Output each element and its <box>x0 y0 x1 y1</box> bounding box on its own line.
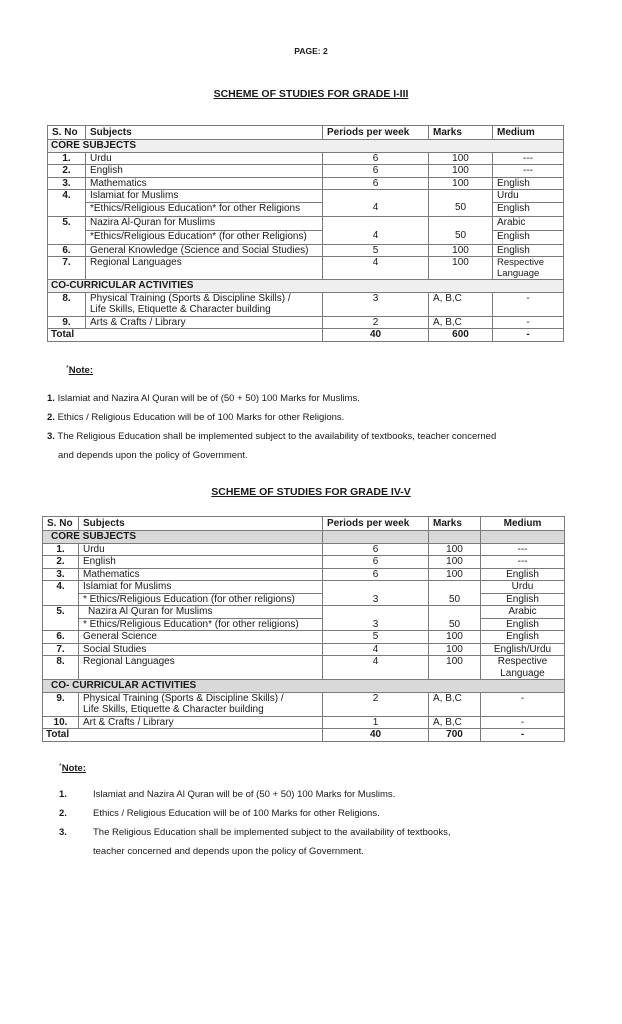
subject-cell: Mathematics <box>79 568 323 581</box>
table-row <box>43 556 565 569</box>
sno-cell: 6. <box>43 631 79 644</box>
note-text: The Religious Education shall be implemented subject to the availability of textbooks, <box>93 827 451 838</box>
section-spacer <box>429 531 481 544</box>
core-subjects-label: CORE SUBJECTS <box>48 140 564 153</box>
medium-cell: --- <box>493 152 564 165</box>
table-row <box>48 152 564 165</box>
subject-cell: Urdu <box>86 152 323 165</box>
note-number: 2. <box>47 412 55 423</box>
sno-cell: 8. <box>43 656 79 680</box>
total-label: Total <box>48 329 323 342</box>
subject-cell <box>79 692 323 716</box>
co-curricular-label: CO-CURRICULAR ACTIVITIES <box>48 280 564 293</box>
note-asterisk: * <box>66 365 69 372</box>
section-spacer <box>481 531 565 544</box>
note-number: 3. <box>59 827 67 838</box>
subject-cell: General Science <box>79 631 323 644</box>
subject-cell: Nazira Al Quran for Muslims <box>79 606 323 619</box>
section-title-grade-1-3: SCHEME OF STUDIES FOR GRADE I-III <box>213 88 409 100</box>
table-row <box>43 581 565 594</box>
table-row <box>48 244 564 257</box>
marks-cell: 100 <box>429 177 493 190</box>
table-row <box>43 631 565 644</box>
subject-cell: Art & Crafts / Library <box>79 716 323 729</box>
note-item <box>59 823 559 842</box>
subject-cell-alt: * Ethics/Religious Education (for other religions) <box>79 593 323 606</box>
periods-cell: 5 <box>323 244 429 257</box>
subject-line-1: Physical Training (Sports & Discipline Skills) / <box>90 292 291 304</box>
marks-cell: 100 <box>429 556 481 569</box>
sno-cell: 5. <box>43 606 79 631</box>
sno-cell: 1. <box>43 543 79 556</box>
marks-cell: 100 <box>429 257 493 280</box>
note-continuation: teacher concerned and depends upon the policy of Government. <box>93 846 364 857</box>
table-row <box>43 643 565 656</box>
total-row <box>48 329 564 342</box>
note-text: Islamiat and Nazira Al Quran will be of (50 + 50) 100 Marks for Muslims. <box>57 393 360 404</box>
table-row <box>43 618 565 631</box>
subject-cell-alt: * Ethics/Religious Education* (for other religions) <box>79 618 323 631</box>
periods-cell: 2 <box>323 316 429 329</box>
table-row <box>48 316 564 329</box>
medium-cell: Urdu <box>493 190 564 203</box>
subject-cell: General Knowledge (Science and Social Studies) <box>86 244 323 257</box>
periods-cell: 3 <box>323 292 429 316</box>
marks-cell: 100 <box>429 568 481 581</box>
page-number: PAGE: 2 <box>294 46 328 56</box>
marks-cell: 100 <box>429 543 481 556</box>
marks-cell: 50 <box>429 190 493 217</box>
subject-cell: Regional Languages <box>86 257 323 280</box>
subject-cell: Mathematics <box>86 177 323 190</box>
medium-cell-alt: English <box>493 230 564 244</box>
header-sno: S. No <box>43 517 79 531</box>
header-periods: Periods per week <box>323 517 429 531</box>
total-medium: - <box>493 329 564 342</box>
periods-cell: 6 <box>323 177 429 190</box>
note-item <box>47 408 587 427</box>
medium-cell: --- <box>481 543 565 556</box>
marks-cell: 50 <box>429 216 493 244</box>
subject-line-2: Life Skills, Etiquette & Character building <box>83 704 264 715</box>
note-label: Note: <box>68 365 94 376</box>
subject-cell: Islamiat for Muslims <box>79 581 323 594</box>
medium-cell: Urdu <box>481 581 565 594</box>
total-label: Total <box>43 729 323 742</box>
medium-cell: Respective Language <box>481 656 565 680</box>
table-row <box>43 606 565 619</box>
note-number: 1. <box>47 393 55 404</box>
medium-cell: - <box>493 292 564 316</box>
section-title-grade-4-5: SCHEME OF STUDIES FOR GRADE IV-V <box>211 486 411 498</box>
note-number: 1. <box>59 789 67 800</box>
sno-cell: 4. <box>43 581 79 606</box>
table-row <box>48 190 564 203</box>
header-medium: Medium <box>493 126 564 140</box>
table-row <box>43 593 565 606</box>
periods-cell: 6 <box>323 543 429 556</box>
sno-cell: 9. <box>43 692 79 716</box>
medium-cell-alt: English <box>481 593 565 606</box>
header-medium: Medium <box>481 517 565 531</box>
periods-cell: 3 <box>323 581 429 606</box>
marks-cell: 100 <box>429 631 481 644</box>
table-header-row <box>43 517 565 531</box>
table-row <box>48 216 564 230</box>
periods-cell: 5 <box>323 631 429 644</box>
marks-cell: 100 <box>429 643 481 656</box>
table-header-row <box>48 126 564 140</box>
marks-cell: A, B,C <box>429 292 493 316</box>
note-heading <box>59 763 86 774</box>
header-marks: Marks <box>429 126 493 140</box>
header-subjects: Subjects <box>86 126 323 140</box>
total-periods: 40 <box>323 729 429 742</box>
note-label: Note: <box>61 763 87 774</box>
medium-cell: English <box>481 631 565 644</box>
section-spacer <box>323 531 429 544</box>
medium-cell: --- <box>481 556 565 569</box>
sno-cell: 9. <box>48 316 86 329</box>
header-periods: Periods per week <box>323 126 429 140</box>
table-row <box>43 656 565 680</box>
periods-cell: 1 <box>323 716 429 729</box>
section-row-core <box>48 140 564 153</box>
notes-list-grade-1-3 <box>47 389 587 465</box>
subject-cell: English <box>86 165 323 178</box>
note-item <box>59 785 559 804</box>
subject-cell: Arts & Crafts / Library <box>86 316 323 329</box>
subject-cell: Regional Languages <box>79 656 323 680</box>
subject-cell-alt: *Ethics/Religious Education* (for other Religions) <box>86 230 323 244</box>
periods-cell: 4 <box>323 216 429 244</box>
note-item <box>47 427 587 446</box>
periods-cell: 3 <box>323 606 429 631</box>
note-continuation: and depends upon the policy of Government. <box>58 450 248 461</box>
subject-cell: Urdu <box>79 543 323 556</box>
sno-cell: 7. <box>43 643 79 656</box>
table-row <box>48 257 564 280</box>
medium-cell: - <box>481 716 565 729</box>
marks-cell: 50 <box>429 581 481 606</box>
medium-cell: Arabic <box>481 606 565 619</box>
note-text: Ethics / Religious Education will be of 100 Marks for other Religions. <box>57 412 345 423</box>
sno-cell: 5. <box>48 216 86 244</box>
note-text: Islamiat and Nazira Al Quran will be of (50 + 50) 100 Marks for Muslims. <box>93 789 396 800</box>
periods-cell: 2 <box>323 692 429 716</box>
sno-cell: 7. <box>48 257 86 280</box>
medium-cell: English/Urdu <box>481 643 565 656</box>
co-curricular-label: CO- CURRICULAR ACTIVITIES <box>43 680 565 693</box>
periods-cell: 6 <box>323 165 429 178</box>
header-subjects: Subjects <box>79 517 323 531</box>
table-row <box>43 568 565 581</box>
total-row <box>43 729 565 742</box>
medium-cell: Respective Language <box>493 257 564 280</box>
note-heading <box>66 365 93 376</box>
marks-cell: 100 <box>429 152 493 165</box>
sno-cell: 6. <box>48 244 86 257</box>
periods-cell: 4 <box>323 257 429 280</box>
total-marks: 600 <box>429 329 493 342</box>
table-row <box>43 716 565 729</box>
scheme-table-grade-1-3 <box>47 125 564 342</box>
medium-cell: English <box>493 244 564 257</box>
periods-cell: 4 <box>323 643 429 656</box>
periods-cell: 6 <box>323 556 429 569</box>
sno-cell: 1. <box>48 152 86 165</box>
medium-cell-alt: English <box>493 202 564 216</box>
medium-cell: English <box>481 568 565 581</box>
table-row <box>48 165 564 178</box>
subject-cell: Islamiat for Muslims <box>86 190 323 203</box>
header-marks: Marks <box>429 517 481 531</box>
table-row <box>48 292 564 316</box>
marks-cell: 100 <box>429 244 493 257</box>
core-subjects-label: CORE SUBJECTS <box>43 531 323 544</box>
section-row-co-curricular <box>48 280 564 293</box>
marks-cell: 100 <box>429 656 481 680</box>
marks-cell: 100 <box>429 165 493 178</box>
table-row <box>48 177 564 190</box>
medium-cell: Arabic <box>493 216 564 230</box>
note-asterisk: * <box>59 763 62 770</box>
marks-cell: 50 <box>429 606 481 631</box>
table-row <box>43 692 565 716</box>
sno-cell: 2. <box>43 556 79 569</box>
subject-cell: Nazira Al-Quran for Muslims <box>86 216 323 230</box>
medium-cell-alt: English <box>481 618 565 631</box>
table-row <box>43 543 565 556</box>
subject-cell <box>86 292 323 316</box>
marks-cell: A, B,C <box>429 316 493 329</box>
notes-list-grade-4-5 <box>59 785 559 861</box>
marks-cell: A, B,C <box>429 716 481 729</box>
medium-cell: - <box>481 692 565 716</box>
note-text: Ethics / Religious Education will be of 100 Marks for other Religions. <box>93 808 380 819</box>
sno-cell: 2. <box>48 165 86 178</box>
subject-line-2: Life Skills, Etiquette & Character building <box>90 304 271 315</box>
note-item <box>47 389 587 408</box>
subject-line-1: Physical Training (Sports & Discipline Skills) / <box>83 692 284 704</box>
medium-cell: - <box>493 316 564 329</box>
section-row-co-curricular <box>43 680 565 693</box>
sno-cell: 4. <box>48 190 86 217</box>
periods-cell: 6 <box>323 152 429 165</box>
medium-cell: English <box>493 177 564 190</box>
marks-cell: A, B,C <box>429 692 481 716</box>
header-sno: S. No <box>48 126 86 140</box>
periods-cell: 4 <box>323 656 429 680</box>
periods-cell: 6 <box>323 568 429 581</box>
sno-cell: 8. <box>48 292 86 316</box>
medium-cell: --- <box>493 165 564 178</box>
total-marks: 700 <box>429 729 481 742</box>
subject-cell-alt: *Ethics/Religious Education* for other Religions <box>86 202 323 216</box>
note-number: 3. <box>47 431 55 442</box>
note-number: 2. <box>59 808 67 819</box>
note-item <box>59 804 559 823</box>
sno-cell: 3. <box>43 568 79 581</box>
subject-cell: English <box>79 556 323 569</box>
periods-cell: 4 <box>323 190 429 217</box>
note-text: The Religious Education shall be implemented subject to the availability of textbooks, teacher concerned <box>57 431 497 442</box>
section-row-core <box>43 531 565 544</box>
total-medium: - <box>481 729 565 742</box>
subject-cell: Social Studies <box>79 643 323 656</box>
sno-cell: 3. <box>48 177 86 190</box>
total-periods: 40 <box>323 329 429 342</box>
sno-cell: 10. <box>43 716 79 729</box>
scheme-table-grade-4-5 <box>42 516 565 742</box>
